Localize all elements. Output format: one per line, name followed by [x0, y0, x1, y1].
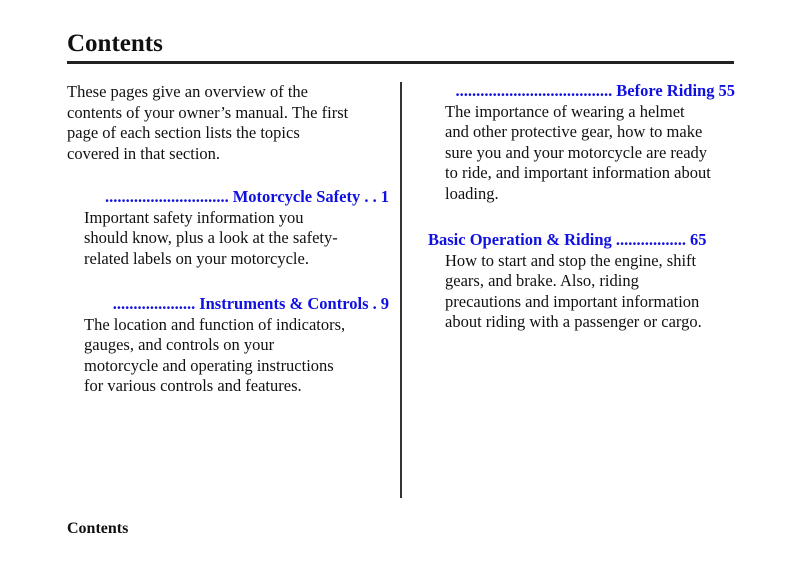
intro-line: page of each section lists the topics: [67, 123, 300, 142]
intro-line: covered in that section.: [67, 143, 221, 163]
toc-link-motorcycle-safety[interactable]: Motorcycle Safety . .: [232, 187, 377, 206]
section-desc-line: How to start and stop the engine, shift: [445, 250, 697, 270]
toc-dots: ..............................: [104, 187, 229, 206]
page-title: Contents: [67, 30, 163, 57]
toc-dots: .................: [615, 230, 686, 249]
page-footer: Contents: [67, 520, 129, 537]
section-desc-line: related labels on your motorcycle.: [84, 248, 309, 268]
section-desc-line: loading.: [445, 183, 499, 203]
toc-entry-instruments-controls[interactable]: [67, 294, 389, 315]
section-desc-line: and other protective gear, how to make: [445, 122, 703, 141]
toc-page-number[interactable]: 55: [718, 81, 735, 100]
toc-page-number[interactable]: 9: [380, 294, 389, 313]
toc-link-instruments-controls[interactable]: Instruments & Controls .: [199, 294, 377, 313]
intro-line: contents of your owner’s manual. The first: [67, 102, 349, 122]
section-desc-line: The importance of wearing a helmet: [445, 101, 685, 121]
toc-link-basic-operation[interactable]: Basic Operation & Riding: [428, 230, 612, 249]
section-desc-line: for various controls and features.: [84, 376, 302, 395]
toc-page-number[interactable]: 65: [689, 230, 707, 249]
toc-link-before-riding[interactable]: Before Riding: [616, 81, 715, 100]
right-column: [428, 81, 735, 333]
section-desc-line: Important safety information you: [84, 207, 304, 227]
section-desc-line: The location and function of indicators,: [84, 314, 346, 334]
title-rule: [67, 61, 734, 64]
section-desc-line: gears, and brake. Also, riding: [445, 271, 639, 290]
toc-page-number[interactable]: 1: [380, 187, 389, 206]
toc-dots: ......................................: [455, 81, 613, 100]
section-desc-line: should know, plus a look at the safety-: [84, 228, 338, 247]
section-desc-line: to ride, and important information about: [445, 163, 711, 182]
toc-entry-motorcycle-safety[interactable]: [67, 187, 389, 208]
toc-entry-before-riding[interactable]: [428, 81, 735, 102]
toc-dots: ....................: [112, 294, 196, 313]
section-desc-line: sure you and your motorcycle are ready: [445, 142, 708, 162]
section-desc-line: precautions and important information: [445, 291, 700, 311]
column-divider: [400, 82, 402, 498]
section-desc-line: about riding with a passenger or cargo.: [445, 312, 702, 331]
toc-entry-basic-operation[interactable]: [428, 230, 735, 251]
left-column: [67, 82, 389, 397]
section-desc-line: motorcycle and operating instructions: [84, 355, 334, 375]
intro-line: These pages give an overview of the: [67, 82, 308, 101]
section-desc-line: gauges, and controls on your: [84, 335, 275, 354]
